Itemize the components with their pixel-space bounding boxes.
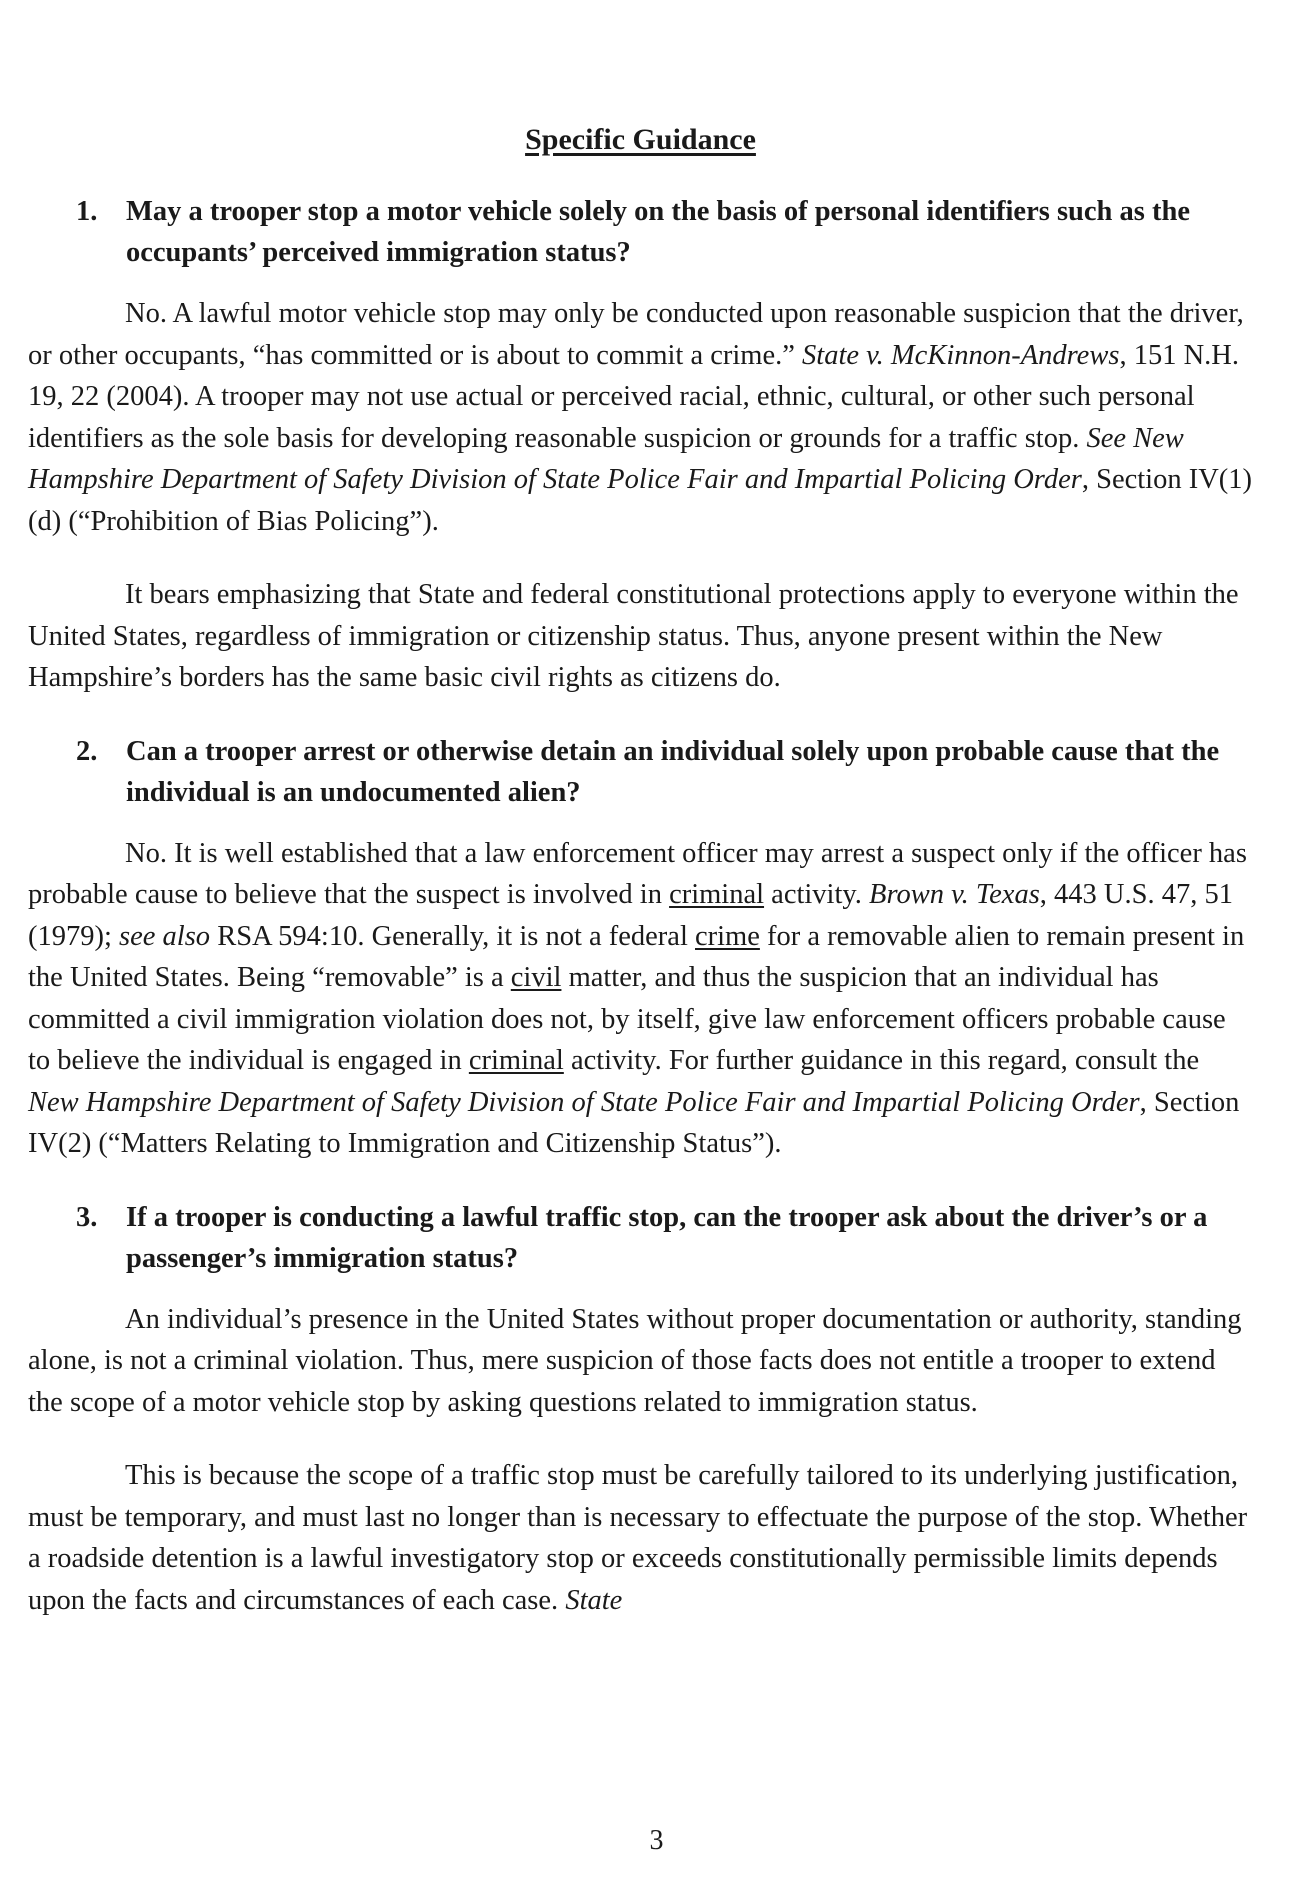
- case-citation: State: [565, 1584, 623, 1616]
- question-1-text: May a trooper stop a motor vehicle solely on the basis of personal identifiers such as the occupants’ perceived immigration status?: [126, 196, 1190, 268]
- answer-3-paragraph-2: [28, 1455, 1253, 1621]
- text-run: activity. For further guidance in this regard, consult the: [563, 1045, 1200, 1076]
- question-3-number: 3.: [76, 1201, 98, 1233]
- case-citation: State v. McKinnon-Andrews: [802, 339, 1120, 371]
- underlined-term: criminal: [468, 1045, 564, 1076]
- underlined-term: criminal: [669, 879, 765, 910]
- text-run: No. A lawful motor vehicle stop may only be conducted upon reasonable suspicion that the driver, or other occupants, “has committed or is about to commit a crime.”: [28, 298, 1244, 371]
- policy-citation: See New Hampshire Department of Safety Division of State Police Fair and Impartial Policing Order: [28, 422, 1184, 495]
- page-number: 3: [649, 1825, 664, 1856]
- signal-phrase: see also: [119, 920, 211, 952]
- question-2-number: 2.: [76, 735, 98, 767]
- text-run: , Section IV(1)(d) (“Prohibition of Bias Policing”).: [28, 464, 1253, 537]
- text-run: matter, and thus the suspicion that an individual has committed a civil immigration violation does not, by itself, give law enforcement officers probable cause to believe the individual is engaged in: [28, 962, 1226, 1076]
- answer-2-paragraph-1: [28, 833, 1253, 1165]
- answer-1-paragraph-1: [28, 293, 1253, 542]
- answer-1-paragraph-2: It bears emphasizing that State and federal constitutional protections apply to everyone within the United States, regardless of immigration or citizenship status. Thus, anyone present within the New Hampshire’s borders has the same basic civil rights as citizens do.: [28, 579, 1239, 693]
- question-2-text: Can a trooper arrest or otherwise detain an individual solely upon probable cause that the individual is an undocumented alien?: [126, 735, 1220, 808]
- section-heading: Specific Guidance: [525, 123, 756, 156]
- text-run: RSA 594:10. Generally, it is not a federal: [210, 920, 695, 952]
- text-run: for a removable alien to remain present in the United States. Being “removable” is a: [28, 920, 1245, 993]
- policy-citation: New Hampshire Department of Safety Division of State Police Fair and Impartial Policing Order: [28, 1086, 1140, 1118]
- question-1-number: 1.: [76, 196, 98, 227]
- case-citation: Brown v. Texas: [869, 879, 1040, 910]
- answer-3-paragraph-1: An individual’s presence in the United States without proper documentation or authority, standing alone, is not a criminal violation. Thus, mere suspicion of those facts does not entitle a trooper to extend the scope of a motor vehicle stop by asking questions related to immigration status.: [28, 1303, 1242, 1418]
- question-3: [28, 1197, 1253, 1279]
- text-run: This is because the scope of a traffic stop must be carefully tailored to its underlying justification, must be temporary, and must last no longer than is necessary to effectuate the purpose of the stop. Whether a roadside detention is a lawful investigatory stop or exceeds constitutionally permissible limits depends upon the facts and circumstances of each case.: [28, 1460, 1248, 1616]
- underlined-term: civil: [510, 962, 562, 993]
- text-run: , Section IV(2) (“Matters Relating to Immigration and Citizenship Status”).: [28, 1086, 1240, 1159]
- text-run: , 443 U.S. 47, 51 (1979);: [28, 879, 1233, 952]
- underlined-term: crime: [695, 920, 760, 952]
- question-1: [28, 191, 1253, 273]
- text-run: , 151 N.H. 19, 22 (2004). A trooper may not use actual or perceived racial, ethnic, cultural, or other such personal identifiers as the sole basis for developing reasonable suspicion or grounds for a traffic stop.: [28, 339, 1239, 454]
- text-run: No. It is well established that a law enforcement officer may arrest a suspect only if the officer has probable cause to believe that the suspect is involved in: [28, 837, 1247, 910]
- question-3-text: If a trooper is conducting a lawful traffic stop, can the trooper ask about the driver’s or a passenger’s immigration status?: [126, 1201, 1208, 1274]
- text-run: activity.: [764, 879, 870, 910]
- question-2: [28, 731, 1253, 813]
